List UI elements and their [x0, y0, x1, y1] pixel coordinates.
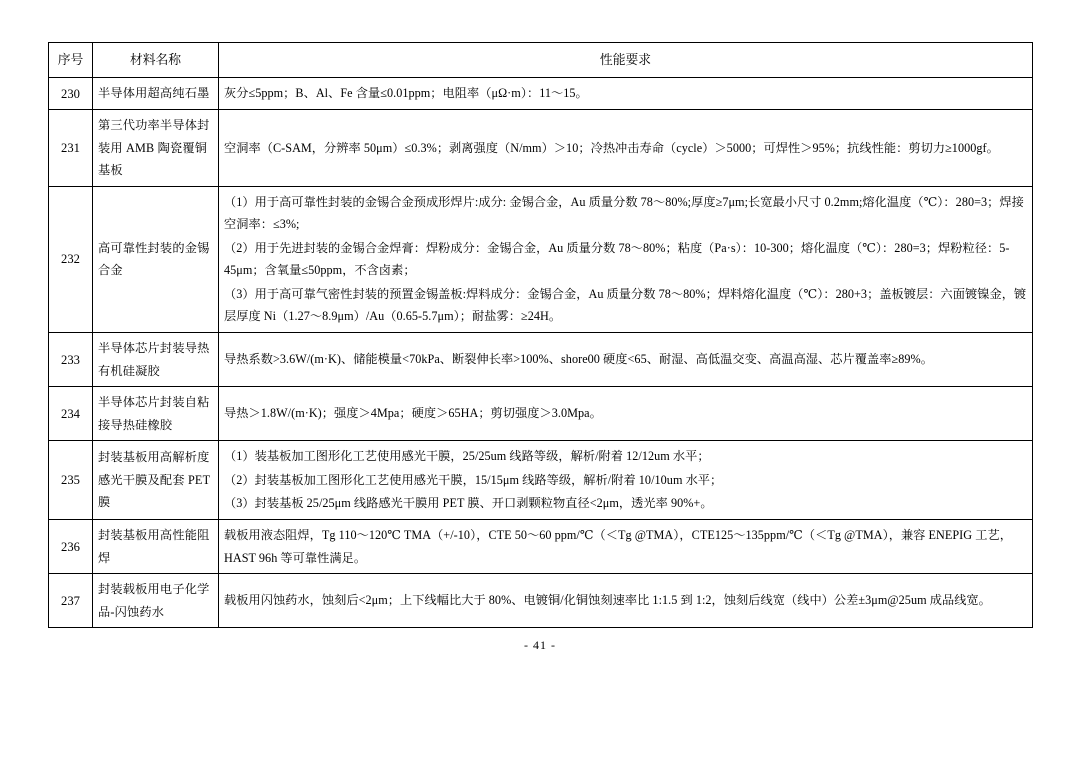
cell-requirements	[219, 574, 1033, 628]
requirement-line: 载板用闪蚀药水，蚀刻后<2μm；上下线幅比大于 80%、电镀铜/化铜蚀刻速率比 1:1.5 到 1:2，蚀刻后线宽（线中）公差±3μm@25um 成品线宽。	[224, 593, 991, 608]
cell-material-name: 半导体芯片封装导热有机硅凝胶	[93, 333, 219, 387]
requirement-line: （3）用于高可靠气密性封装的预置金锡盖板:焊料成分：金锡合金，Au 质量分数 78～80%；焊料熔化温度（℃）：280+3；盖板镀层：六面镀镍金，镀层厚度 Ni（1.27～8.9μm）/Au（0.65-5.7μm）；耐盐雾：≥24H。	[224, 286, 1027, 324]
table-header	[49, 43, 1033, 78]
table-row	[49, 519, 1033, 573]
requirement-line: （1）装基板加工图形化工艺使用感光干膜，25/25um 线路等级，解析/附着 12/12um 水平；	[224, 449, 710, 464]
table-row	[49, 387, 1033, 441]
requirement-line: （1）用于高可靠性封装的金锡合金预成形焊片:成分: 金锡合金，Au 质量分数 78～80%;厚度≥7μm;长宽最小尺寸 0.2mm;熔化温度（℃）：280=3；焊接空洞率：≤3%;	[224, 194, 1024, 232]
table-row	[49, 441, 1033, 520]
cell-requirements	[219, 387, 1033, 441]
requirement-line: （2）用于先进封装的金锡合金焊膏：焊粉成分：金锡合金，Au 质量分数 78～80%；粘度（Pa·s）：10-300；熔化温度（℃）：280=3；焊粉粒径：5-45μm；含氧量≤50ppm，不含卤素；	[224, 240, 1010, 278]
cell-requirements	[219, 109, 1033, 186]
specification-table	[48, 42, 1033, 628]
cell-material-name: 封装基板用高解析度感光干膜及配套 PET 膜	[93, 441, 219, 520]
cell-seq: 231	[49, 109, 93, 186]
table-row	[49, 109, 1033, 186]
cell-material-name: 封装基板用高性能阻焊	[93, 519, 219, 573]
cell-material-name: 半导体芯片封装自粘接导热硅橡胶	[93, 387, 219, 441]
requirement-line: （2）封装基板加工图形化工艺使用感光干膜，15/15μm 线路等级，解析/附着 10/10um 水平；	[224, 472, 723, 487]
column-header-name: 材料名称	[93, 43, 219, 78]
cell-material-name: 封装载板用电子化学品-闪蚀药水	[93, 574, 219, 628]
cell-material-name: 半导体用超高纯石墨	[93, 78, 219, 110]
table-row	[49, 574, 1033, 628]
requirement-line: 灰分≤5ppm；B、Al、Fe 含量≤0.01ppm；电阻率（μΩ·m）：11～15。	[224, 86, 588, 101]
page-number: - 41 -	[524, 638, 556, 653]
column-header-requirements: 性能要求	[219, 43, 1033, 78]
table-row	[49, 186, 1033, 332]
cell-requirements	[219, 441, 1033, 520]
requirement-line: 导热＞1.8W/(m·K)；强度＞4Mpa；硬度＞65HA；剪切强度＞3.0Mpa。	[224, 406, 602, 421]
requirement-line: 载板用液态阻焊，Tg 110～120℃ TMA（+/-10），CTE 50～60 ppm/℃（＜Tg @TMA），CTE125～135ppm/℃（＜Tg @TMA），兼容 ENEPIG 工艺，HAST 96h 等可靠性满足。	[224, 527, 1012, 565]
cell-seq: 230	[49, 78, 93, 110]
column-header-seq: 序号	[49, 43, 93, 78]
table-body	[49, 78, 1033, 628]
table-row	[49, 78, 1033, 110]
cell-seq: 232	[49, 186, 93, 332]
cell-seq: 237	[49, 574, 93, 628]
requirement-line: 导热系数>3.6W/(m·K)、储能模量<70kPa、断裂伸长率>100%、shore00 硬度<65、耐湿、高低温交变、高温高湿、芯片覆盖率≥89%。	[224, 352, 933, 367]
cell-requirements	[219, 333, 1033, 387]
cell-material-name: 第三代功率半导体封装用 AMB 陶瓷覆铜基板	[93, 109, 219, 186]
requirement-line: 空洞率（C-SAM，分辨率 50μm）≤0.3%；剥离强度（N/mm）＞10；冷热冲击寿命（cycle）＞5000；可焊性＞95%；抗线性能：剪切力≥1000gf。	[224, 140, 999, 155]
cell-seq: 234	[49, 387, 93, 441]
table-header-row	[49, 43, 1033, 78]
cell-seq: 236	[49, 519, 93, 573]
requirement-line: （3）封装基板 25/25μm 线路感光干膜用 PET 膜、开口剥颗粒物直径<2μm，透光率 90%+。	[224, 496, 713, 511]
cell-material-name: 高可靠性封装的金锡合金	[93, 186, 219, 332]
cell-seq: 233	[49, 333, 93, 387]
cell-requirements	[219, 78, 1033, 110]
cell-requirements	[219, 519, 1033, 573]
cell-requirements	[219, 186, 1033, 332]
cell-seq: 235	[49, 441, 93, 520]
table-row	[49, 333, 1033, 387]
